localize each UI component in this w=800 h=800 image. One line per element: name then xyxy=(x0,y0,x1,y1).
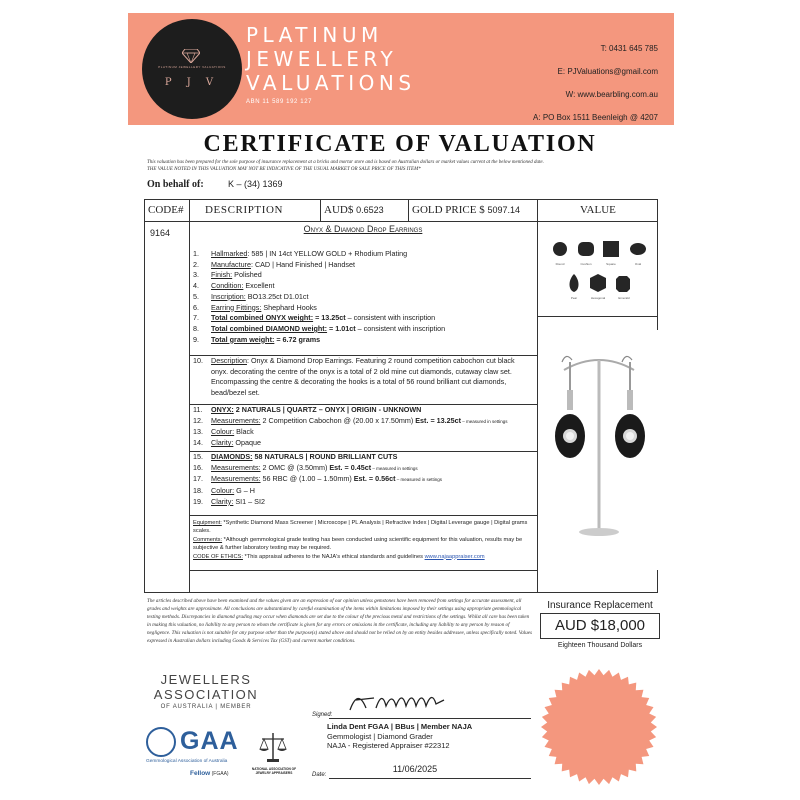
detail-strong: = 1.01ct xyxy=(327,323,356,333)
detail-14 xyxy=(193,438,508,449)
detail-3 xyxy=(193,270,445,281)
detail-1 xyxy=(193,249,445,260)
detail-value: – consistent with inscription xyxy=(355,323,446,333)
insurance-value: AUD $18,000 xyxy=(540,613,660,639)
detail-10 xyxy=(193,356,535,397)
gold-label: GOLD PRICE $ xyxy=(412,204,485,216)
fellow-label: Fellow xyxy=(190,770,211,777)
detail-label: DIAMONDS: xyxy=(211,452,253,461)
detail-number: 9. xyxy=(193,334,199,344)
aud-value: 0.6523 xyxy=(356,205,384,215)
intro-line-2: THE VALUE NOTED IN THIS VALUATION MAY NOT BE INDICATIVE OF THE USUAL MARKET OR SALE PRICE OF THIS ITEM* xyxy=(147,167,421,172)
detail-number: 17. xyxy=(193,474,203,484)
detail-label: Condition: xyxy=(211,281,244,291)
detail-value: 2 NATURALS | QUARTZ – ONYX | ORIGIN - UNKNOWN xyxy=(233,405,422,414)
website[interactable]: W: www.bearbling.com.au xyxy=(565,90,658,99)
gaa-fellow xyxy=(190,770,229,777)
detail-value: Shephard Hooks xyxy=(261,302,317,312)
header-banner xyxy=(128,13,674,125)
detail-11 xyxy=(193,405,508,416)
detail-value: 2 OMC @ (3.50mm) xyxy=(260,462,330,472)
divider xyxy=(189,570,537,571)
shape-label: Square xyxy=(606,262,616,266)
cabochon-shapes xyxy=(539,222,657,314)
aud-label: AUD$ xyxy=(324,204,354,216)
detail-strong: Est. = 13.25ct xyxy=(415,415,462,425)
detail-value: Black xyxy=(234,427,254,437)
pear-hexagonal-emerald-shape-icons xyxy=(566,272,630,296)
gaa-subtitle: Gemmological Association of Australia xyxy=(146,759,228,764)
earrings-photo xyxy=(540,330,658,570)
header-description: DESCRIPTION xyxy=(205,204,284,216)
round-shape-icon xyxy=(553,242,567,256)
signer-title: Gemmologist | Diamond Grader xyxy=(327,731,433,741)
detail-number: 16. xyxy=(193,462,203,472)
detail-8 xyxy=(193,324,445,335)
detail-value: SI1 – SI2 xyxy=(233,496,265,506)
header-code: CODE# xyxy=(148,204,184,216)
shape-label: Cushion xyxy=(580,262,592,266)
details-list xyxy=(193,249,445,345)
detail-13 xyxy=(193,427,508,438)
detail-number: 14. xyxy=(193,438,203,448)
detail-19 xyxy=(193,497,442,508)
naja-logo-text: NATIONAL ASSOCIATION OF JEWELRY APPRAISERS xyxy=(251,767,297,775)
detail-12 xyxy=(193,416,508,428)
detail-value: : 585 | IN 14ct YELLOW GOLD + Rhodium Plating xyxy=(247,249,408,258)
detail-label: Finish: xyxy=(211,270,233,280)
header-gold-price xyxy=(412,204,520,216)
insurance-label: Insurance Replacement xyxy=(547,600,653,611)
detail-label: Description xyxy=(211,356,247,365)
disclaimer-text: The articles described above have been examined and the values given are an expression of our opinion unless gemstones have been removed from settings for accurate assessment, all grades and weights are approximate. All conclusions are substantiated by careful examination of the items within limitations imposed by their settings using appropriate gemmological testing methods. Discrepancies in diamond grading may occur when diamonds are set due to the colour of the precious metal and restrictions of the settings. Whilst all care has been taken in making this valuation, no liability to any person to whom the certificate is given for any errors or omissions in the certificate, including any liability to any person by reason of negligence. This valuation is not suitable for any purpose other than the purpose(s) stated above and should not be relied on by an entity besides addressee, unless specifically noted. Values expressed in Australian dollars including Goods & Services Tax (GST) and current market conditions. xyxy=(147,598,532,644)
gaa-globe-icon xyxy=(146,727,176,757)
note-text: *Synthetic Diamond Mass Screener | Microscope | PL Analysis | Refractive Index | Digital Leverage gauge | Digital grams scales. xyxy=(193,520,528,535)
detail-text xyxy=(211,356,533,398)
detail-value: BO13.25ct D1.01ct xyxy=(245,291,309,301)
shape-label: Pear xyxy=(570,296,578,300)
onyx-details xyxy=(193,405,508,449)
brand-line-3: VALUATIONS xyxy=(246,71,416,95)
intro-text xyxy=(147,159,667,173)
diamond-details xyxy=(193,452,442,508)
note-label: Comments: xyxy=(193,536,223,543)
detail-label: Measurements: xyxy=(211,415,261,425)
detail-strong: Est. = 0.56ct xyxy=(353,474,396,484)
detail-2 xyxy=(193,260,445,271)
date-label: Date: xyxy=(312,772,327,778)
pjv-logo xyxy=(142,19,242,119)
detail-value: G – H xyxy=(234,486,255,496)
behalf-label: On behalf of: xyxy=(147,179,204,190)
detail-value: : Onyx & Diamond Drop Earrings. Featuring 2 round competition cabochon cut black onyx. decorating the centre of the onyx is a total of 2 old mine cut diamonds, cutaway claw set. Encompassing the centre & decorating the hooks is a total of 56 round brilliant cut diamonds, bead/bezel set. xyxy=(211,356,515,397)
signed-label: Signed: xyxy=(312,712,333,718)
detail-value: – consistent with inscription xyxy=(345,313,436,323)
header-value: VALUE xyxy=(580,204,616,216)
signer-name: Linda Dent FGAA | BBus | Member NAJA xyxy=(327,722,473,731)
detail-value: Opaque xyxy=(233,438,261,448)
fellow-abbr: (FGAA) xyxy=(210,771,229,777)
note-label: CODE OF ETHICS: xyxy=(193,553,243,560)
detail-label: Measurements: xyxy=(211,462,261,472)
detail-label: Clarity: xyxy=(211,496,234,506)
signer-details xyxy=(327,722,537,751)
detail-7 xyxy=(193,313,445,324)
gaa-logo-text: GAA xyxy=(180,727,239,755)
detail-number: 12. xyxy=(193,415,203,425)
detail-value: 2 Competition Cabochon @ (20.00 x 17.50mm) xyxy=(260,415,416,425)
divider xyxy=(189,515,537,516)
detail-number: 10. xyxy=(193,356,203,365)
detail-9 xyxy=(193,335,445,346)
detail-label: Inscription: xyxy=(211,291,246,301)
detail-number: 11. xyxy=(193,405,203,414)
detail-note: – measured in settings xyxy=(461,418,508,424)
square-shape-icon xyxy=(603,241,619,257)
naja-link[interactable]: www.najaappraiser.com xyxy=(424,553,485,560)
detail-number: 4. xyxy=(193,281,199,291)
detail-15 xyxy=(193,452,442,463)
cushion-shape-icon xyxy=(578,242,594,256)
detail-strong: Est. = 0.45ct xyxy=(329,462,372,472)
gold-value: 5097.14 xyxy=(487,205,521,215)
detail-label: Total combined DIAMOND weight: xyxy=(211,323,328,333)
detail-4 xyxy=(193,281,445,292)
date-value: 11/06/2025 xyxy=(392,764,438,774)
testing-notes xyxy=(193,519,535,561)
abn-number: ABN 11 589 192 127 xyxy=(246,99,313,105)
detail-label: ONYX: xyxy=(211,405,234,414)
shape-label: Emerald xyxy=(618,296,630,300)
handwritten-signature xyxy=(340,682,470,718)
detail-label: Earring Fittings: xyxy=(211,302,262,312)
detail-number: 19. xyxy=(193,496,203,506)
divider xyxy=(537,316,658,317)
detail-5 xyxy=(193,292,445,303)
detail-note: – measured in settings xyxy=(371,465,418,471)
detail-6 xyxy=(193,303,445,314)
detail-number: 7. xyxy=(193,313,199,323)
note-text: *This appraisal adheres to the NAJA's ethical standards and guidelines xyxy=(242,553,425,560)
detail-18 xyxy=(193,486,442,497)
detail-number: 6. xyxy=(193,302,199,312)
brand-line-2: JEWELLERY xyxy=(246,47,398,71)
detail-number: 8. xyxy=(193,323,199,333)
detail-16 xyxy=(193,463,442,475)
detail-number: 18. xyxy=(193,486,203,496)
note-text: *Although gemmological grade testing has been conducted using scientific equipment for this valuation, results may be subjective & further laboratory testing may be required. xyxy=(193,536,523,552)
item-code: 9164 xyxy=(150,228,171,238)
detail-value: 56 RBC @ (1.00 – 1.50mm) xyxy=(260,474,354,484)
insurance-words: Eighteen Thousand Dollars xyxy=(557,642,643,649)
detail-value: Polished xyxy=(232,270,262,280)
detail-value: Excellent xyxy=(243,281,275,291)
email[interactable]: E: PJValuations@gmail.com xyxy=(557,67,658,76)
logo-ring-text: PLATINUM JEWELLERY VALUATIONS xyxy=(158,65,226,69)
shape-label: Round xyxy=(555,262,565,266)
equipment-note xyxy=(193,519,535,536)
detail-note: – measured in settings xyxy=(395,477,443,483)
divider xyxy=(408,199,409,221)
address: A: PO Box 1511 Beenleigh @ 4207 xyxy=(533,113,658,122)
detail-label: Colour: xyxy=(211,486,235,496)
scales-of-justice-icon xyxy=(258,731,288,763)
brand-name xyxy=(246,23,416,95)
logo-initials: P J V xyxy=(164,77,220,88)
detail-number: 5. xyxy=(193,291,199,301)
diamond-icon xyxy=(182,49,200,63)
detail-number: 1. xyxy=(193,249,199,258)
signature-line xyxy=(329,718,531,719)
detail-label: Hallmarked xyxy=(211,249,248,258)
behalf-value: K – (34) 1369 xyxy=(228,179,283,189)
detail-number: 13. xyxy=(193,427,203,437)
brand-line-1: PLATINUM xyxy=(246,23,383,47)
contact-details xyxy=(533,37,658,129)
item-title: Onyx & Diamond Drop Earrings xyxy=(303,224,423,234)
ja-line-1: JEWELLERS xyxy=(160,672,252,687)
phone: T: 0431 645 785 xyxy=(600,44,658,53)
detail-number: 3. xyxy=(193,270,199,280)
detail-label: Measurements: xyxy=(211,474,261,484)
date-line xyxy=(329,778,531,779)
detail-label: Colour: xyxy=(211,427,235,437)
intro-line-1: This valuation has been prepared for the sole purpose of insurance replacement at a bricks and mortar store and is based on Australian dollars or market values current at the below mentioned date. xyxy=(147,160,544,165)
detail-strong: = 6.72 grams xyxy=(274,334,321,344)
shape-label: Oval xyxy=(634,262,642,266)
detail-label: Total gram weight: xyxy=(211,334,275,344)
divider xyxy=(537,199,538,593)
ja-line-3: OF AUSTRALIA | MEMBER xyxy=(160,704,252,710)
oval-shape-icon xyxy=(630,243,646,255)
detail-value: : CAD | Hand Finished | Handset xyxy=(250,259,355,269)
detail-label: Manufacture xyxy=(211,259,251,269)
header-aud xyxy=(324,204,384,216)
detail-number: 2. xyxy=(193,259,199,269)
certificate-title: CERTIFICATE OF VALUATION xyxy=(203,131,597,157)
detail-value: 58 NATURALS | ROUND BRILLIANT CUTS xyxy=(252,452,398,461)
divider xyxy=(320,199,321,221)
detail-label: Clarity: xyxy=(211,438,234,448)
detail-strong: = 13.25ct xyxy=(313,313,346,323)
shape-label: Hexagonal xyxy=(590,296,606,300)
ethics-note xyxy=(193,553,535,561)
ja-line-2: ASSOCIATION xyxy=(153,687,259,702)
detail-17 xyxy=(193,474,442,486)
signer-registration: NAJA - Registered Appraiser #22312 xyxy=(327,741,450,750)
official-seal xyxy=(538,666,660,788)
detail-label: Total combined ONYX weight: xyxy=(211,313,314,323)
jewellers-association-logo xyxy=(150,672,262,710)
note-label: Equipment: xyxy=(193,520,222,526)
detail-number: 15. xyxy=(193,452,203,461)
comments-note xyxy=(193,536,535,553)
divider xyxy=(189,355,190,515)
